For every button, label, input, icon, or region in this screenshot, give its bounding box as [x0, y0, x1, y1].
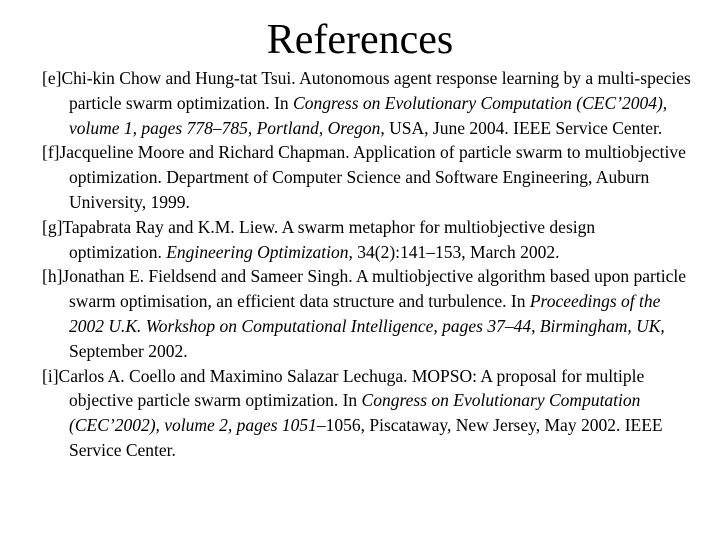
reference-in: In: [342, 390, 358, 411]
reference-authors: Carlos A. Coello and Maximino Salazar Lechuga.: [58, 365, 408, 386]
reference-tag: [h]: [42, 266, 63, 287]
slide-title: References: [266, 17, 454, 63]
reference-tag: [i]: [42, 365, 59, 386]
reference-title: A multiobjective algorithm based upon particle swarm optimisation, an efficient data structure and turbulence.: [69, 266, 686, 312]
reference-authors: Jonathan E. Fieldsend and Sameer Singh.: [62, 266, 353, 287]
reference-in: In: [510, 291, 526, 312]
reference-details: –1056, Piscataway, New Jersey, May 2002. IEEE Service Center.: [69, 415, 663, 460]
reference-details: September 2002.: [69, 340, 188, 361]
reference-title: Autonomous agent response learning by a multi-species particle swarm optimization.: [69, 68, 691, 113]
reference-details: Department of Computer Science and Software Engineering, Auburn University, 1999.: [69, 167, 650, 212]
reference-venue: Proceedings of the 2002 U.K. Workshop on Computational Intelligence, pages 37–44, Birmingham, UK,: [69, 291, 665, 336]
reference-venue: Congress on Evolutionary Computation (CEC’2004), volume 1, pages 778–785, Portland, Oregon,: [69, 92, 668, 138]
reference-tag: [e]: [42, 68, 62, 88]
reference-item-e: [42, 66, 692, 140]
reference-title: Application of particle swarm to multiobjective optimization.: [69, 142, 686, 188]
reference-tag: [f]: [42, 142, 60, 163]
reference-item-h: [42, 264, 692, 363]
reference-item-f: [42, 140, 692, 214]
reference-in: In: [274, 92, 289, 113]
reference-details: USA, June 2004. IEEE Service Center.: [389, 117, 663, 138]
reference-venue: Congress on Evolutionary Computation (CEC’2002), volume 2, pages 1051: [69, 390, 641, 436]
reference-authors: Tapabrata Ray and K.M. Liew.: [62, 216, 279, 237]
reference-item-g: [42, 215, 692, 265]
reference-title: A swarm metaphor for multiobjective design optimization.: [69, 216, 596, 262]
reference-list: [42, 66, 692, 463]
reference-venue: Engineering Optimization,: [166, 241, 353, 262]
reference-title: MOPSO: A proposal for multiple objective particle swarm optimization.: [69, 365, 645, 411]
reference-authors: Chi-kin Chow and Hung-tat Tsui.: [61, 68, 296, 88]
reference-details: 34(2):141–153, March 2002.: [357, 241, 560, 262]
reference-item-i: [42, 364, 692, 463]
reference-authors: Jacqueline Moore and Richard Chapman.: [59, 142, 350, 163]
reference-tag: [g]: [42, 216, 63, 237]
